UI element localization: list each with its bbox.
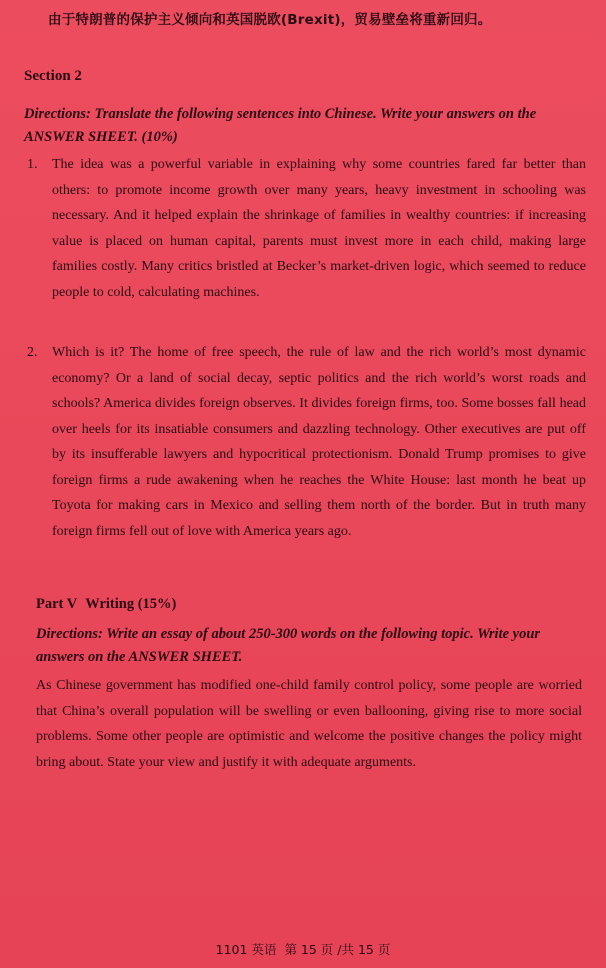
- footer-course: 1101 英语: [215, 942, 277, 957]
- previous-translation-line: 由于特朗普的保护主义倾向和英国脱欧(Brexit)，贸易壁垒将重新回归。: [48, 12, 492, 28]
- part-label: Part V: [36, 596, 78, 612]
- writing-prompt: As Chinese government has modified one-child family control policy, some people are worried that China’s overall population will be swelling or even ballooning, giving rise to more social problems. Some other people are optimistic and welcome the positive changes the policy might bring about. State your view and justify it with adequate arguments.: [36, 678, 582, 770]
- section-2-heading: Section 2: [24, 68, 82, 84]
- item-number: 2.: [27, 345, 38, 360]
- part-title: Writing (15%): [85, 596, 177, 612]
- translation-item-1: [24, 152, 586, 305]
- item-text: The idea was a powerful variable in explaining why some countries fared far better than others: to promote income growth over many years, heavy investment in schooling was necessary. And it helped explain the shrinkage of families in wealthy countries: if increasing value is placed on human capital, parents must invest more in each child, making large families costly. Many critics bristled at Becker’s market-driven logic, which seemed to reduce people to cold, calculating machines.: [52, 157, 586, 300]
- footer-page-number: 第 15 页 /共 15 页: [284, 942, 391, 957]
- section-2-directions: Directions: Translate the following sentences into Chinese. Write your answers on the ANSWER SHEET. (10%): [24, 106, 537, 145]
- part-5-heading: [36, 596, 184, 613]
- writing-directions: Directions: Write an essay of about 250-300 words on the following topic. Write your answers on the ANSWER SHEET.: [36, 626, 541, 665]
- page-footer: [0, 940, 606, 958]
- item-number: 1.: [27, 157, 38, 172]
- item-text: Which is it? The home of free speech, the rule of law and the rich world’s most dynamic economy? Or a land of social decay, septic politics and the rich world’s worst roads and schools? America divides foreign observes. It divides foreign firms, too. Some bosses fall head over heels for its insatiable consumers and dazzling technology. Other executives are put off by its insufferable lawyers and hypocritical protectionism. Donald Trump promises to give foreign firms a rude awakening when he reaches the White House: last month he beat up Toyota for making cars in Mexico and selling them north of the border. But in truth many foreign firms fell out of love with America years ago.: [52, 345, 586, 539]
- translation-item-2: [24, 340, 586, 544]
